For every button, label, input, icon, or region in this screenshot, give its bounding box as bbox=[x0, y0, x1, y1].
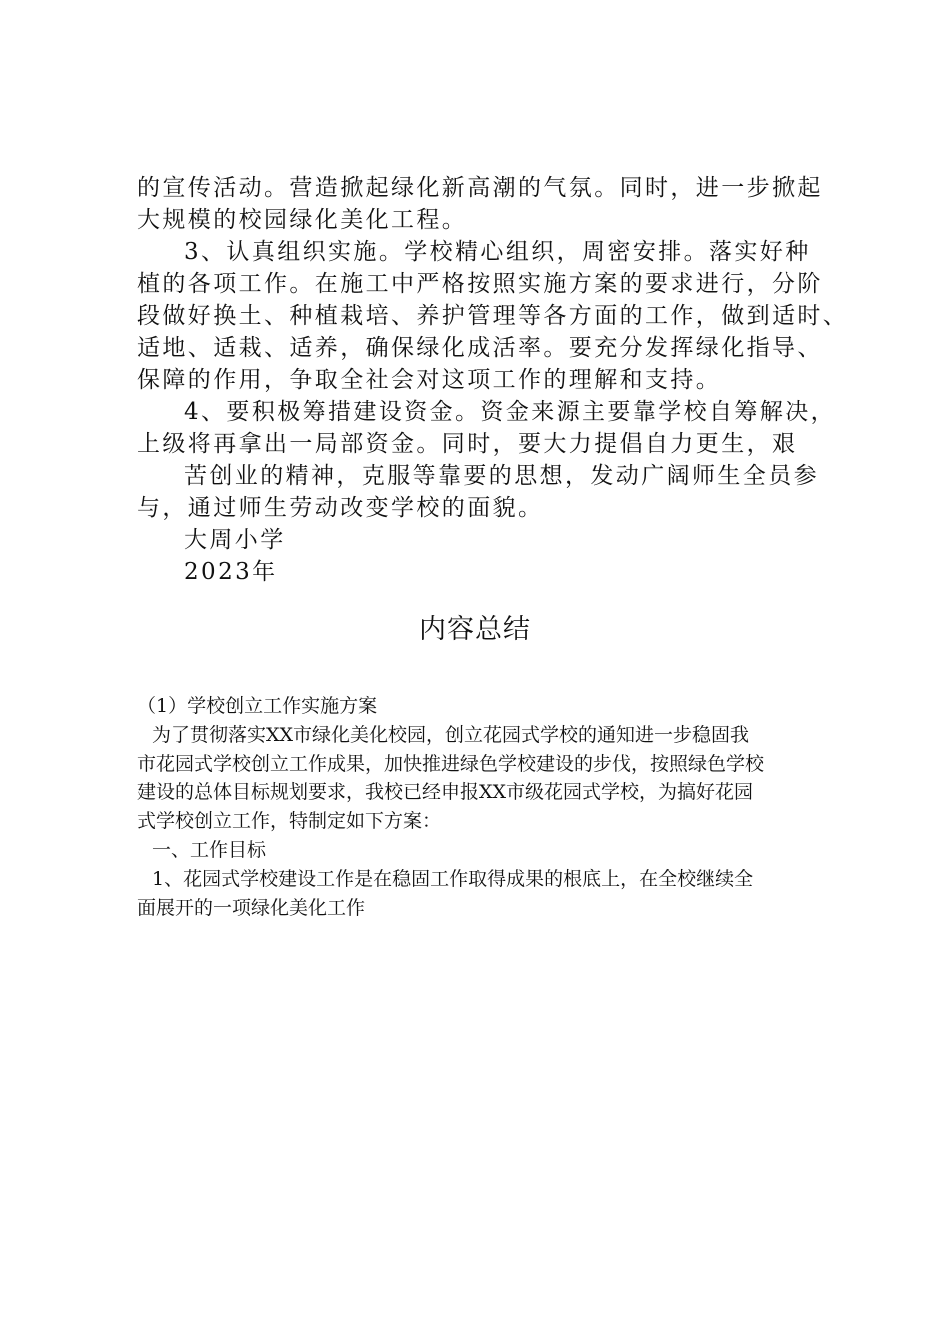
summary-title: 内容总结 bbox=[419, 614, 531, 645]
signature-school-name: 大周小学 bbox=[184, 527, 286, 553]
summary-line: 为了贯彻落实XX市绿化美化校园，创立花园式学校的通知进一步稳固我 bbox=[152, 723, 750, 746]
summary-heading: （1）学校创立工作实施方案 bbox=[137, 695, 378, 717]
summary-line: 1、花园式学校建设工作是在稳固工作取得成果的根底上，在全校继续全 bbox=[152, 867, 754, 890]
summary-line: 面展开的一项绿化美化工作 bbox=[137, 896, 366, 919]
paragraph-line: 大规模的校园绿化美化工程。 bbox=[137, 207, 468, 233]
paragraph-line: 苦创业的精神，克服等靠要的思想，发动广阔师生全员参 bbox=[184, 463, 819, 489]
paragraph-line: 与，通过师生劳动改变学校的面貌。 bbox=[137, 495, 544, 521]
paragraph-line: 4、要积极筹措建设资金。资金来源主要靠学校自筹解决， bbox=[184, 399, 837, 425]
paragraph-line: 的宣传活动。营造掀起绿化新高潮的气氛。同时，进一步掀起 bbox=[137, 175, 823, 201]
summary-line: 市花园式学校创立工作成果，加快推进绿色学校建设的步伐，按照绿色学校 bbox=[137, 752, 765, 775]
summary-body bbox=[137, 692, 837, 922]
paragraph-line: 3、认真组织实施。学校精心组织，周密安排。落实好种 bbox=[184, 239, 811, 265]
paragraph-line: 保障的作用，争取全社会对这项工作的理解和支持。 bbox=[137, 367, 722, 393]
paragraph-line: 适地、适栽、适养，确保绿化成活率。要充分发挥绿化指导、 bbox=[137, 335, 823, 361]
paragraph-line: 段做好换土、种植栽培、养护管理等各方面的工作，做到适时、 bbox=[137, 303, 849, 329]
summary-subheading: 一、工作目标 bbox=[152, 838, 267, 861]
summary-line: 建设的总体目标规划要求，我校已经申报XX市级花园式学校，为搞好花园 bbox=[137, 781, 754, 804]
summary-line: 式学校创立工作，特制定如下方案： bbox=[137, 810, 442, 833]
body-text-top bbox=[137, 172, 857, 588]
paragraph-line: 上级将再拿出一局部资金。同时，要大力提倡自力更生，艰 bbox=[137, 431, 798, 457]
paragraph-line: 植的各项工作。在施工中严格按照实施方案的要求进行，分阶 bbox=[137, 271, 823, 297]
signature-year: 2023年 bbox=[184, 559, 278, 585]
